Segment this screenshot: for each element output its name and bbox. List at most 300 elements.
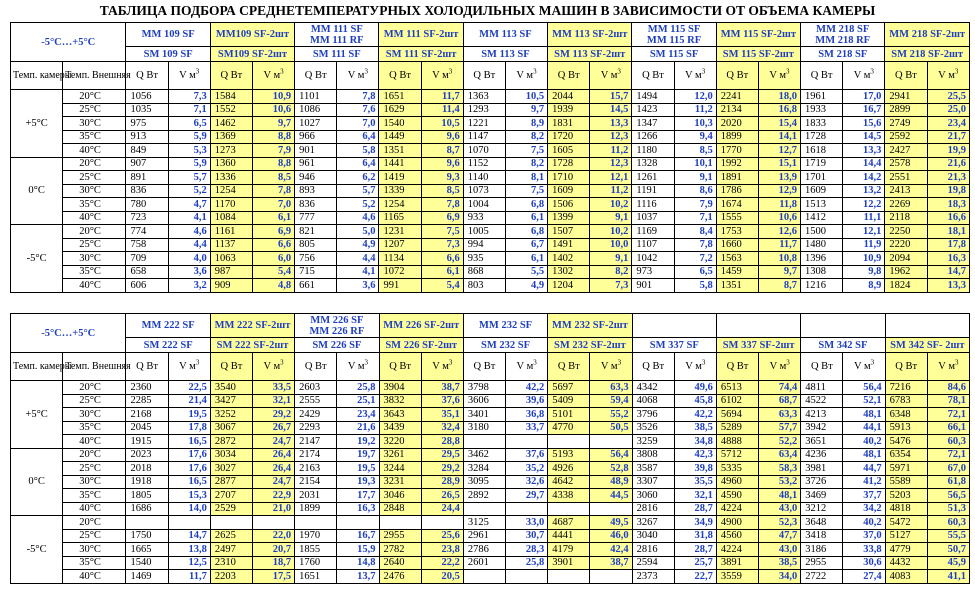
- power-value: 1169: [632, 225, 674, 239]
- power-header: Q Вт: [463, 62, 505, 90]
- volume-value: 38,7: [421, 381, 463, 395]
- power-value: 1254: [210, 184, 252, 198]
- mm-model-cell: [463, 23, 547, 47]
- power-value: 1805: [126, 489, 168, 503]
- power-value: 1308: [801, 265, 843, 279]
- volume-header-text: V м: [685, 361, 702, 372]
- power-value: 3808: [632, 448, 674, 462]
- power-value: 1086: [295, 103, 337, 117]
- volume-value: 8,2: [505, 157, 547, 171]
- volume-value: 8,8: [252, 157, 294, 171]
- mm-model-name: MM 111 SF: [310, 23, 363, 35]
- volume-value: 48,1: [843, 448, 885, 462]
- mm-model-cell: [295, 314, 379, 338]
- power-header: Q Вт: [885, 62, 927, 90]
- volume-value: 11,2: [590, 184, 632, 198]
- volume-value: 39,8: [674, 462, 716, 476]
- mm-model-name: MM 111 SF-2шт: [383, 29, 459, 40]
- power-value: 2625: [210, 529, 252, 543]
- power-value: 4811: [801, 381, 843, 395]
- power-value: 2134: [716, 103, 758, 117]
- power-value: 723: [126, 211, 168, 225]
- volume-value: 10,0: [590, 238, 632, 252]
- volume-header-text: V м: [853, 361, 871, 372]
- power-value: 1674: [716, 198, 758, 212]
- power-value: 1084: [210, 211, 252, 225]
- outside-temp-header: Темп. Внешняя: [63, 353, 126, 381]
- power-value: 1254: [379, 198, 421, 212]
- volume-value: 4,7: [168, 198, 210, 212]
- volume-value: 25,0: [927, 103, 969, 117]
- volume-value: 49,5: [590, 516, 632, 530]
- volume-value: 22,5: [168, 381, 210, 395]
- power-value: 758: [126, 238, 168, 252]
- outside-temp: 20°C: [63, 448, 126, 462]
- volume-value: 7,3: [590, 279, 632, 293]
- volume-value: 17,5: [253, 570, 295, 584]
- volume-value: 9,8: [843, 265, 885, 279]
- power-value: 868: [463, 265, 505, 279]
- volume-value: 60,3: [927, 435, 969, 449]
- power-value: 1339: [379, 184, 421, 198]
- power-value: 1651: [295, 570, 337, 584]
- volume-header-text: V м: [853, 70, 871, 81]
- sm-model-name: SM 226 SF: [295, 338, 379, 353]
- power-value: [548, 502, 590, 516]
- outside-temp: 40°C: [63, 211, 126, 225]
- power-value: 2786: [463, 543, 505, 557]
- volume-header: [337, 353, 379, 381]
- power-value: 1701: [801, 171, 843, 185]
- power-value: 2594: [632, 556, 674, 570]
- power-header: Q Вт: [716, 353, 758, 381]
- volume-value: 25,5: [927, 90, 969, 104]
- power-value: 1336: [210, 171, 252, 185]
- power-value: 4926: [548, 462, 590, 476]
- volume-header: [253, 353, 295, 381]
- volume-value: 16,3: [337, 502, 379, 516]
- volume-value: 21,4: [168, 394, 210, 408]
- volume-value: 20,5: [421, 570, 463, 584]
- volume-unit-superscript: 3: [870, 358, 875, 367]
- volume-value: 21,7: [927, 130, 969, 144]
- volume-value: 17,8: [168, 421, 210, 435]
- volume-value: 9,1: [590, 252, 632, 266]
- sm-model-name: SM 226 SF-2шт: [379, 338, 463, 353]
- volume-unit-superscript: 3: [617, 67, 621, 76]
- power-value: 2031: [295, 489, 337, 503]
- volume-value: 9,1: [674, 171, 716, 185]
- table-row: [11, 462, 970, 476]
- volume-value: 29,5: [421, 448, 463, 462]
- volume-value: 21,0: [253, 502, 295, 516]
- power-value: 3418: [801, 529, 843, 543]
- power-value: 1933: [801, 103, 843, 117]
- volume-value: 72,1: [927, 408, 969, 422]
- volume-value: 6,1: [505, 252, 547, 266]
- outside-temp-header: Темп. Внешняя: [63, 62, 126, 90]
- volume-header-text: V м: [600, 70, 618, 81]
- power-value: 5712: [716, 448, 758, 462]
- volume-value: 8,7: [758, 279, 800, 293]
- mm-model-cell: [463, 314, 547, 338]
- volume-value: 33,5: [253, 381, 295, 395]
- volume-value: 52,1: [843, 394, 885, 408]
- table-row: [11, 502, 970, 516]
- volume-value: 4,1: [337, 265, 379, 279]
- outside-temp: 25°C: [63, 103, 126, 117]
- power-value: 3060: [632, 489, 674, 503]
- volume-value: 5,9: [168, 130, 210, 144]
- volume-header: [590, 353, 632, 381]
- volume-value: 52,2: [759, 435, 801, 449]
- sm-model-name: SM 337 SF-2шт: [716, 338, 800, 353]
- power-value: 4179: [548, 543, 590, 557]
- volume-value: 7,0: [252, 198, 294, 212]
- volume-value: 47,7: [759, 529, 801, 543]
- power-value: 1513: [801, 198, 843, 212]
- power-value: 3267: [632, 516, 674, 530]
- power-value: 1728: [548, 157, 590, 171]
- power-value: 3587: [632, 462, 674, 476]
- volume-value: 37,6: [421, 394, 463, 408]
- table-row: [11, 570, 970, 584]
- table-row: [11, 489, 970, 503]
- power-value: 2220: [885, 238, 927, 252]
- table-row: [11, 238, 970, 252]
- power-value: 2163: [295, 462, 337, 476]
- outside-temp: 20°C: [63, 90, 126, 104]
- power-value: 1899: [295, 502, 337, 516]
- power-header: Q Вт: [632, 353, 674, 381]
- volume-value: 72,1: [927, 448, 969, 462]
- mm-model-name: MM 115 SF-2шт: [720, 29, 796, 40]
- power-value: 2955: [801, 556, 843, 570]
- power-value: 1191: [632, 184, 674, 198]
- volume-value: 33,8: [843, 543, 885, 557]
- volume-value: 43,0: [759, 502, 801, 516]
- outside-temp: 35°C: [63, 556, 126, 570]
- power-value: 5203: [885, 489, 927, 503]
- volume-header-text: V м: [685, 70, 702, 81]
- power-value: 2872: [210, 435, 252, 449]
- power-value: 1462: [210, 117, 252, 131]
- power-header: Q Вт: [379, 353, 421, 381]
- volume-value: 37,6: [506, 448, 548, 462]
- power-value: 1042: [632, 252, 674, 266]
- volume-value: 13,9: [758, 171, 800, 185]
- power-value: 1369: [210, 130, 252, 144]
- power-header: Q Вт: [210, 353, 252, 381]
- volume-value: 7,6: [337, 103, 379, 117]
- volume-header-text: V м: [769, 70, 787, 81]
- power-value: 1161: [210, 225, 252, 239]
- power-value: 2044: [548, 90, 590, 104]
- outside-temp: 25°C: [63, 394, 126, 408]
- volume-value: 42,2: [674, 408, 716, 422]
- power-value: 2497: [210, 543, 252, 557]
- table-row: [11, 103, 970, 117]
- power-value: 2250: [885, 225, 927, 239]
- volume-value: 22,7: [674, 570, 716, 584]
- power-value: 901: [295, 144, 337, 158]
- power-value: 1609: [801, 184, 843, 198]
- volume-header: [843, 62, 885, 90]
- power-value: 1824: [885, 279, 927, 293]
- volume-value: 20,7: [253, 543, 295, 557]
- power-value: 2892: [463, 489, 505, 503]
- power-value: 836: [126, 184, 168, 198]
- power-value: 4224: [716, 502, 758, 516]
- power-value: 1728: [801, 130, 843, 144]
- volume-value: 16,5: [168, 435, 210, 449]
- outside-temp: 40°C: [63, 144, 126, 158]
- chamber-temp: -5°C: [11, 225, 63, 293]
- power-header: Q Вт: [716, 62, 758, 90]
- volume-header: [674, 62, 716, 90]
- volume-value: 11,8: [758, 198, 800, 212]
- volume-value: 6,8: [505, 225, 547, 239]
- volume-value: 11,4: [421, 103, 463, 117]
- power-value: [548, 435, 590, 449]
- volume-value: 12,6: [758, 225, 800, 239]
- mm-model-cell: [210, 314, 294, 338]
- power-value: 1720: [548, 130, 590, 144]
- volume-value: 7,1: [674, 211, 716, 225]
- volume-unit-superscript: 3: [870, 67, 874, 76]
- volume-value: 7,1: [168, 103, 210, 117]
- power-header: Q Вт: [801, 353, 843, 381]
- power-value: 2020: [716, 117, 758, 131]
- volume-value: 53,2: [759, 475, 801, 489]
- volume-value: 19,5: [337, 462, 379, 476]
- power-value: 1665: [126, 543, 168, 557]
- volume-header: [421, 353, 463, 381]
- power-value: 2373: [632, 570, 674, 584]
- volume-value: 14,5: [590, 103, 632, 117]
- power-value: 3891: [716, 556, 758, 570]
- power-value: 836: [295, 198, 337, 212]
- volume-value: 66,1: [927, 421, 969, 435]
- table-row: [11, 130, 970, 144]
- volume-value: 42,3: [674, 448, 716, 462]
- volume-value: 22,9: [253, 489, 295, 503]
- power-value: 1605: [548, 144, 590, 158]
- power-value: 2310: [210, 556, 252, 570]
- power-value: 1216: [801, 279, 843, 293]
- volume-value: 63,3: [759, 408, 801, 422]
- volume-value: 6,7: [505, 238, 547, 252]
- power-value: 4770: [548, 421, 590, 435]
- volume-value: 18,7: [253, 556, 295, 570]
- volume-value: 17,7: [337, 489, 379, 503]
- volume-value: 22,0: [253, 529, 295, 543]
- volume-value: 10,6: [252, 103, 294, 117]
- volume-value: 12,1: [843, 225, 885, 239]
- volume-value: 50,5: [590, 421, 632, 435]
- power-value: 2722: [801, 570, 843, 584]
- volume-value: 7,9: [252, 144, 294, 158]
- power-value: 780: [126, 198, 168, 212]
- sm-model-name: SM 222 SF-2шт: [210, 338, 294, 353]
- volume-header: [168, 62, 210, 90]
- range-label: -5°C…+5°C: [11, 314, 126, 353]
- volume-value: 6,4: [337, 130, 379, 144]
- volume-header: [168, 353, 210, 381]
- power-value: 2899: [885, 103, 927, 117]
- volume-value: 15,9: [337, 543, 379, 557]
- power-value: 2293: [295, 421, 337, 435]
- mm-model-cell: [801, 314, 885, 338]
- volume-value: 12,1: [590, 171, 632, 185]
- volume-value: 11,2: [590, 144, 632, 158]
- mm-model-cell: [379, 23, 463, 47]
- volume-value: 10,9: [843, 252, 885, 266]
- power-value: 1441: [379, 157, 421, 171]
- volume-unit-superscript: 3: [195, 358, 200, 367]
- power-value: 2045: [126, 421, 168, 435]
- outside-temp: 30°C: [63, 475, 126, 489]
- volume-value: 11,2: [674, 103, 716, 117]
- volume-unit-superscript: 3: [786, 358, 790, 367]
- volume-value: 38,5: [674, 421, 716, 435]
- volume-value: 50,7: [927, 543, 969, 557]
- volume-value: 41,1: [927, 570, 969, 584]
- volume-value: 8,2: [505, 130, 547, 144]
- power-value: 1500: [801, 225, 843, 239]
- volume-value: 16,5: [168, 475, 210, 489]
- volume-unit-superscript: 3: [533, 358, 537, 367]
- power-value: [463, 435, 505, 449]
- power-value: 4342: [632, 381, 674, 395]
- power-value: 7216: [885, 381, 927, 395]
- volume-value: 13,8: [168, 543, 210, 557]
- volume-value: 26,7: [253, 421, 295, 435]
- volume-value: [506, 502, 548, 516]
- power-value: 3648: [801, 516, 843, 530]
- mm-model-cell: [126, 23, 210, 47]
- volume-value: 11,9: [843, 238, 885, 252]
- power-value: 3212: [801, 502, 843, 516]
- power-value: 4687: [548, 516, 590, 530]
- volume-value: 48,9: [590, 475, 632, 489]
- volume-value: 32,6: [506, 475, 548, 489]
- outside-temp: 25°C: [63, 462, 126, 476]
- volume-value: 25,7: [674, 556, 716, 570]
- volume-value: 6,2: [337, 171, 379, 185]
- volume-value: 8,7: [421, 144, 463, 158]
- volume-value: [506, 435, 548, 449]
- volume-value: 5,9: [168, 157, 210, 171]
- volume-value: 7,5: [421, 225, 463, 239]
- power-value: 935: [463, 252, 505, 266]
- volume-value: 74,4: [759, 381, 801, 395]
- power-value: 5694: [716, 408, 758, 422]
- mm-model-name: MM 218 SF-2шт: [889, 29, 966, 40]
- volume-value: 63,4: [759, 448, 801, 462]
- power-value: 946: [295, 171, 337, 185]
- power-value: 1449: [379, 130, 421, 144]
- volume-value: 6,9: [421, 211, 463, 225]
- table-row: [11, 184, 970, 198]
- sm-model-name: SM 111 SF-2шт: [379, 47, 463, 62]
- volume-value: 5,2: [168, 184, 210, 198]
- volume-header: [421, 62, 463, 90]
- power-value: 994: [463, 238, 505, 252]
- volume-value: 6,9: [252, 225, 294, 239]
- power-value: 4224: [716, 543, 758, 557]
- power-value: 1399: [548, 211, 590, 225]
- volume-value: 13,3: [843, 144, 885, 158]
- mm-model-name: MM 115 SF: [647, 23, 701, 35]
- volume-value: 63,3: [590, 381, 632, 395]
- mm-model-name: MM 226 RF: [309, 325, 365, 337]
- power-value: 1070: [463, 144, 505, 158]
- power-value: 2955: [379, 529, 421, 543]
- power-value: 1207: [379, 238, 421, 252]
- outside-temp: 20°C: [63, 225, 126, 239]
- volume-unit-superscript: 3: [280, 358, 284, 367]
- power-value: 1770: [716, 144, 758, 158]
- volume-header-text: V м: [600, 361, 618, 372]
- power-value: 1363: [463, 90, 505, 104]
- volume-value: 25,1: [337, 394, 379, 408]
- volume-value: 6,1: [505, 211, 547, 225]
- power-value: 3027: [210, 462, 252, 476]
- table-row: [11, 408, 970, 422]
- mm-model-cell: [885, 23, 970, 47]
- chamber-temp-header: Темп. камеры: [11, 353, 63, 381]
- power-value: 1584: [210, 90, 252, 104]
- volume-value: 3,6: [337, 279, 379, 293]
- power-value: 661: [295, 279, 337, 293]
- volume-value: 33,7: [506, 421, 548, 435]
- volume-value: 8,5: [252, 171, 294, 185]
- volume-value: 14,2: [843, 171, 885, 185]
- volume-value: 40,2: [843, 516, 885, 530]
- power-value: 1855: [295, 543, 337, 557]
- volume-value: 4,8: [252, 279, 294, 293]
- power-header: Q Вт: [548, 353, 590, 381]
- power-value: 2707: [210, 489, 252, 503]
- volume-value: 32,1: [674, 489, 716, 503]
- volume-value: 5,8: [674, 279, 716, 293]
- volume-value: 23,4: [337, 408, 379, 422]
- volume-value: 8,5: [674, 144, 716, 158]
- volume-value: 34,8: [674, 435, 716, 449]
- volume-value: 10,6: [758, 211, 800, 225]
- volume-value: [168, 516, 210, 530]
- volume-header: [927, 353, 969, 381]
- power-value: 1507: [548, 225, 590, 239]
- power-header: Q Вт: [379, 62, 421, 90]
- power-value: 3559: [716, 570, 758, 584]
- outside-temp: 35°C: [63, 265, 126, 279]
- volume-value: [253, 516, 295, 530]
- table-row: [11, 198, 970, 212]
- outside-temp: 40°C: [63, 570, 126, 584]
- power-value: 1261: [632, 171, 674, 185]
- power-value: 973: [632, 265, 674, 279]
- power-value: 1180: [632, 144, 674, 158]
- volume-value: 19,3: [337, 475, 379, 489]
- mm-header-row: [11, 314, 970, 338]
- volume-value: 26,4: [253, 448, 295, 462]
- volume-unit-superscript: 3: [533, 67, 537, 76]
- volume-value: 25,8: [506, 556, 548, 570]
- power-value: 1891: [716, 171, 758, 185]
- power-value: 4888: [716, 435, 758, 449]
